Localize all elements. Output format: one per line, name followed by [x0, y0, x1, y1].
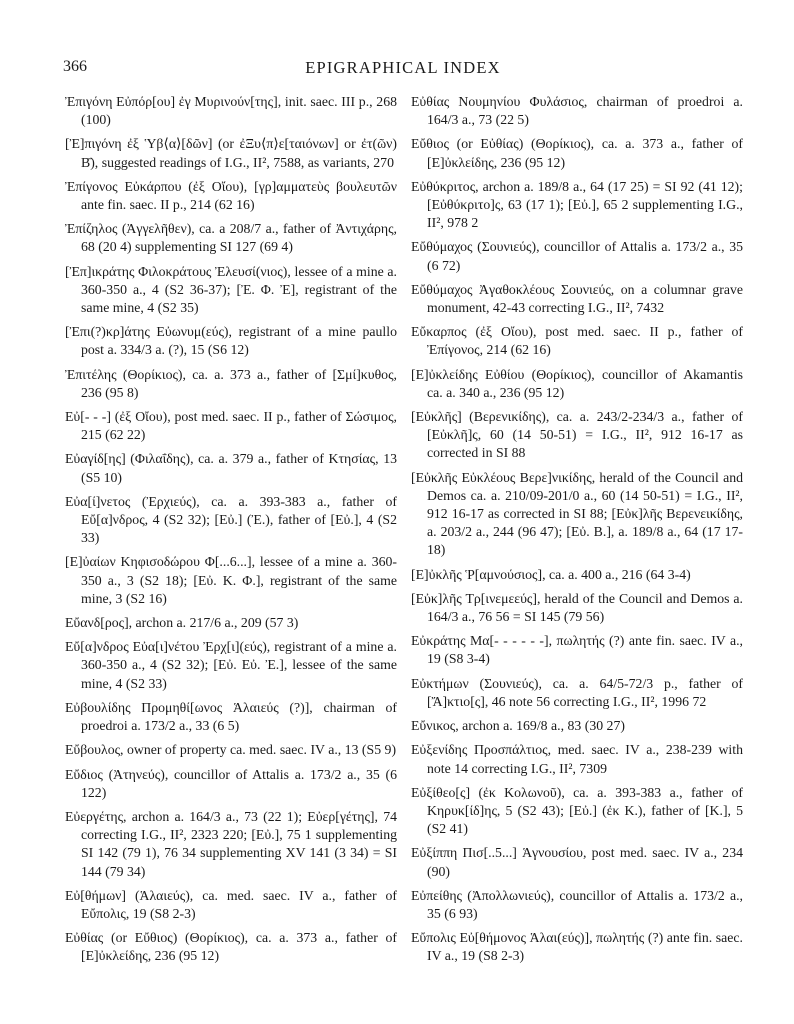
index-entry: Εὐξίθεο[ς] (ἐκ Κολωνοῦ), ca. a. 393-383 a., father of Κηρυκ[ίδ]ης, 5 (S2 43); [Εὐ.] (ἐκ Κ.), father of [Κ.], 5 (S2 41) — [411, 784, 743, 837]
index-entry: Εὔθιος (or Εὐθίας) (Θορίκιος), ca. a. 373 a., father of [Ε]ὐκλείδης, 236 (95 12) — [411, 136, 743, 170]
index-entry: Εὔνικος, archon a. 169/8 a., 83 (30 27) — [411, 718, 625, 734]
index-entry: Εὔθύμαχος (Σουνιεύς), councillor of Attalis a. 173/2 a., 35 (6 72) — [411, 239, 743, 273]
index-entry: Εὐκτήμων (Σουνιεύς), ca. a. 64/5-72/3 p., father of [Ἄ]κτιο[ς], 46 note 56 correcting I.G., II², 1996 72 — [411, 675, 743, 709]
index-entry: Εὐβουλίδης Προμηθί[ωνος Ἁλαιεύς (?)], chairman of proedroi a. 173/2 a., 33 (6 5) — [65, 699, 397, 734]
index-entry: Εὔπολις Εὐ[θήμονος Ἁλαι(εύς)], πωλητής (?) ante fin. saec. IV a., 19 (S8 2-3) — [411, 930, 743, 964]
index-entry: Ἐπίγονος Εὐκάρπου (ἐξ Οἴου), [γρ]αμματεὺς βουλευτῶν ante fin. saec. II p., 214 (62 16) — [65, 178, 397, 213]
index-entry: Εὔβουλος, owner of property ca. med. saec. IV a., 13 (S5 9) — [65, 742, 397, 758]
index-column-left — [65, 93, 397, 972]
index-entry: Εὔκαρπος (ἐξ Οἴου), post med. saec. II p., father of Ἐπίγονος, 214 (62 16) — [411, 324, 743, 358]
page-header — [63, 58, 743, 82]
index-entry: Ἐπιγόνη Εὐπόρ[ου] ἐγ Μυρινούν[της], init. saec. III p., 268 (100) — [65, 94, 397, 128]
index-entry: Εὐξενίδης Προσπάλτιος, med. saec. IV a., 238-239 with note 14 correcting I.G., II², 7309 — [411, 742, 743, 776]
index-entry: Εὐα[ί]νετος (Ἐρχιεύς), ca. a. 393-383 a., father of Εὔ[α]νδρος, 4 (S2 32); [Εὐ.] (Ἐ.), father of [Εὐ.], 4 (S2 33) — [65, 493, 397, 546]
index-entry: [Ε]ὐκλείδης Εὐθίου (Θορίκιος), councillor of Akamantis ca. a. 340 a., 236 (95 12) — [411, 366, 743, 400]
index-entry: [Ε]ὐαίων Κηφισοδώρου Φ[...6...], lessee of a mine a. 360-350 a., 3 (S2 18); [Εὐ. Κ. Φ.], registrant of the same mine, 3 (S2 16) — [65, 554, 397, 606]
index-entry: Εὐθύκριτος, archon a. 189/8 a., 64 (17 25) = SI 92 (41 12); [Εὐθύκριτο]ς, 63 (17 1); [Εὐ.], 65 2 supplementing I.G., II², 978 2 — [411, 178, 743, 231]
index-entry: Ἐπιτέλης (Θορίκιος), ca. a. 373 a., father of [Σμί]κυθος, 236 (95 8) — [65, 366, 397, 400]
index-entry: Εὔθύμαχος Ἀγαθοκλέους Σουνιεύς, on a columnar grave monument, 42-43 correcting I.G., II², 7432 — [411, 281, 743, 316]
running-title: EPIGRAPHICAL INDEX — [305, 58, 501, 77]
index-entry: Εὔ[α]νδρος Εὐα[ι]νέτου Ἐρχ[ι](εύς), registrant of a mine a. 360-350 a., 4 (S2 32); [Εὐ. Εὐ. Ἐ.], lessee of the same mine, 4 (S2 33) — [65, 639, 397, 691]
index-entry: Εὐθίας (or Εὔθιος) (Θορίκιος), ca. a. 373 a., father of [Ε]ὐκλείδης, 236 (95 12) — [65, 930, 397, 964]
index-entry: Εὐπείθης (Ἀπολλωνιεύς), councillor of Attalis a. 173/2 a., 35 (6 93) — [411, 887, 743, 921]
index-entry: [Εὐκλῆς] (Βερενικίδης), ca. a. 243/2-234/3 a., father of [Εὐκλῆ]ς, 60 (14 50-51) = I.G., II², 912 16-17 as corrected in SI 88 — [411, 409, 743, 461]
index-entry: Εὔανδ[ρος], archon a. 217/6 a., 209 (57 3) — [65, 615, 299, 631]
index-entry: [Ἐ]πιγόνη ἐξ Ὑβ⟨α⟩[δῶν] (or ἐΞυ⟨π⟩ε[ταιόνων] or ἐτ(ῶν) Β̄), suggested readings of I.G., II², 7588, as variants, 270 — [65, 136, 397, 170]
index-entry: Εὐξίππη Πισ[..5...] Ἁγνουσίου, post med. saec. IV a., 234 (90) — [411, 845, 743, 879]
index-entry: Εὐκράτης Μα[- - - - - -], πωλητής (?) ante fin. saec. IV a., 19 (S8 3-4) — [411, 633, 743, 667]
index-entry: Εὐ[θήμων] (Ἁλαιεύς), ca. med. saec. IV a., father of Εὔπολις, 19 (S8 2-3) — [65, 887, 397, 921]
index-entry: Ἐπίζηλος (Ἀγγελῆθεν), ca. a 208/7 a., father of Ἀντιχάρης, 68 (20 4) supplementing SI 127 (69 4) — [65, 221, 397, 255]
index-column-right — [411, 93, 743, 972]
index-entry: [Εὐκ]λῆς Τρ[ινεμεεύς], herald of the Council and Demos a. 164/3 a., 76 56 = SI 145 (79 56) — [411, 590, 743, 625]
index-entry: Εὐθίας Νουμηνίου Φυλάσιος, chairman of proedroi a. 164/3 a., 73 (22 5) — [411, 94, 743, 128]
index-entry: Εὐαγίδ[ης] (Φιλαΐδης), ca. a. 379 a., father of Κτησίας, 13 (S5 10) — [65, 451, 397, 485]
index-entry: Εὐ[- - -] (ἐξ Οἴου), post med. saec. II p., father of Σώσιμος, 215 (62 22) — [65, 409, 397, 443]
page-number: 366 — [63, 58, 87, 75]
index-entry: [Εὐκλῆς Εὐκλέους Βερε]νικίδης, herald of the Council and Demos ca. a. 210/09-201/0 a., 60 (14 50-51) = I.G., II², 912 16-17 as corrected in SI 88; [Εὐκ]λῆς Βερενεικίδης, a. 203/2 a., 244 (96 47); [Εὐ. Β.], a. 189/8 a., 64 (17 17-18) — [411, 469, 743, 558]
index-entry: Εὐεργέτης, archon a. 164/3 a., 73 (22 1); Εὐερ[γέτης], 74 correcting I.G., II², 2323 220; [Εὐ.], 75 1 supplementing SI 142 (79 1), 76 34 supplementing XV 141 (3 34) = SI 144 (79 34) — [65, 808, 397, 879]
index-entry: [Ε]ὐκλῆς Ῥ[αμνούσιος], ca. a. 400 a., 216 (64 3-4) — [411, 566, 691, 582]
index-entry: [Ἐπ]ικράτης Φιλοκράτους Ἐλευσί(νιος), lessee of a mine a. 360-350 a., 4 (S2 36-37); [Ἐ. Φ. Ἐ], registrant of the same mine, 4 (S2 35) — [65, 263, 397, 316]
index-entry: [Ἐπι(?)κρ]άτης Εὐωνυμ(εύς), registrant of a mine paullo post a. 334/3 a. (?), 15 (S6 12) — [65, 324, 397, 358]
index-entry: Εὔδιος (Ἀτηνεύς), councillor of Attalis a. 173/2 a., 35 (6 122) — [65, 766, 397, 800]
